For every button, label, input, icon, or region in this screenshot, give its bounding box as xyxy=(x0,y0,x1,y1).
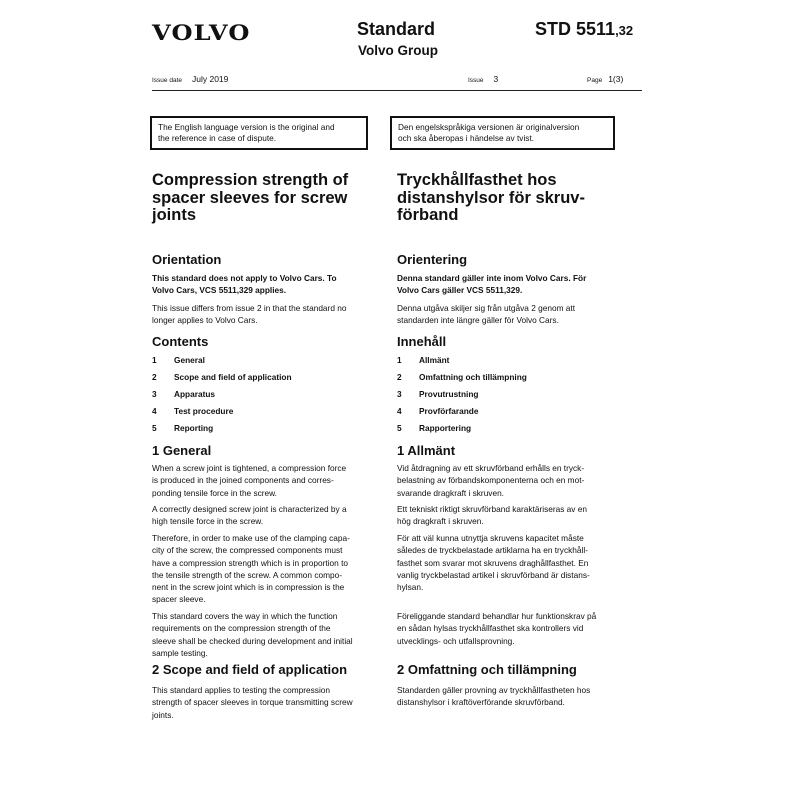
page-label: Page xyxy=(587,77,603,84)
document-type: Standard xyxy=(357,19,436,39)
contents-item[interactable] xyxy=(397,355,449,365)
issue-date xyxy=(152,74,228,84)
item-number: 5 xyxy=(152,423,157,433)
scope-paragraph-en: This standard applies to testing the compression strength of spacer sleeves in torque transmitting screw joints. xyxy=(152,685,353,720)
scope-heading-en: 2 Scope and field of application xyxy=(152,662,348,677)
item-number: 4 xyxy=(397,406,402,416)
standard-number-suffix: ,32 xyxy=(615,23,634,38)
general-paragraph-sv: För att väl kunna utnyttja skruvens kapacitet måste således de tryckbelastade artiklarna ha en tryckhåll- fasthet som svarar mot skruvens draghållfasthet. En vanlig tryckbelastad artikel i skruvförband är distans- hylsan. xyxy=(397,533,590,593)
organization: Volvo Group xyxy=(358,43,438,58)
contents-item[interactable] xyxy=(152,423,213,433)
general-paragraph-en: This standard covers the way in which the function requirements on the compression strength of the sleeve shall be checked during development and initial sample testing. xyxy=(152,611,353,658)
contents-item[interactable] xyxy=(397,372,527,382)
contents-item[interactable] xyxy=(397,406,478,416)
general-paragraph-sv: Föreliggande standard behandlar hur funktionskrav på en sådan hylsas tryckhållfasthet ska kontrollers vid utvecklings- och utfallsprovning. xyxy=(397,611,597,646)
page-value: 1(3) xyxy=(608,74,624,84)
orientation-bold-sv: Denna standard gäller inte inom Volvo Cars. För Volvo Cars gäller VCS 5511,329. xyxy=(397,273,587,296)
title-sv: Tryckhållfasthet hos distanshylsor för skruv- förband xyxy=(397,171,585,224)
contents-item[interactable] xyxy=(152,406,233,416)
contents-item[interactable] xyxy=(152,389,215,399)
contents-item[interactable] xyxy=(152,372,292,382)
item-label: Rapportering xyxy=(419,423,472,433)
item-label: Test procedure xyxy=(174,406,234,416)
issue-value: 3 xyxy=(493,74,499,84)
item-number: 1 xyxy=(397,355,402,365)
language-notice-en: The English language version is the original and the reference in case of dispute. xyxy=(150,116,368,150)
item-number: 3 xyxy=(397,389,402,399)
item-number: 2 xyxy=(152,372,157,382)
scope-paragraph-sv: Standarden gäller provning av tryckhållfastheten hos distanshylsor i kraftöverförande skruvförband. xyxy=(397,685,591,708)
item-label: Scope and field of application xyxy=(174,372,292,382)
header-divider xyxy=(152,90,642,91)
item-label: Omfattning och tillämpning xyxy=(419,372,527,382)
item-label: Provförfarande xyxy=(419,406,479,416)
item-number: 1 xyxy=(152,355,157,365)
issue-label: Issue xyxy=(468,77,484,84)
general-heading-sv: 1 Allmänt xyxy=(397,443,456,458)
orientation-bold-en: This standard does not apply to Volvo Cars. To Volvo Cars, VCS 5511,329 applies. xyxy=(152,273,337,296)
item-number: 2 xyxy=(397,372,402,382)
item-label: Provutrustning xyxy=(419,389,479,399)
issue-date-value: July 2019 xyxy=(192,74,229,84)
title-en: Compression strength of spacer sleeves for screw joints xyxy=(152,171,349,224)
item-number: 5 xyxy=(397,423,402,433)
item-number: 3 xyxy=(152,389,157,399)
volvo-logo: VOLVO xyxy=(152,20,251,45)
general-paragraph-en: A correctly designed screw joint is characterized by a high tensile force in the screw. xyxy=(152,504,347,527)
general-paragraph-sv: Vid åtdragning av ett skruvförband erhålls en tryck- belastning av förbandskomponenterna och en mot- svarande dragkraft i skruven. xyxy=(397,463,585,498)
contents-item[interactable] xyxy=(397,423,471,433)
item-number: 4 xyxy=(152,406,157,416)
issue xyxy=(468,74,498,84)
issue-date-label: Issue date xyxy=(152,77,182,84)
general-paragraph-en: When a screw joint is tightened, a compression force is produced in the joined components and corres- ponding tensile force in the screw. xyxy=(152,463,347,498)
contents-item[interactable] xyxy=(397,389,478,399)
contents-heading-sv: Innehåll xyxy=(397,334,447,349)
item-label: Apparatus xyxy=(174,389,216,399)
contents-heading-en: Contents xyxy=(152,334,209,349)
orientation-text-en: This issue differs from issue 2 in that the standard no longer applies to Volvo Cars. xyxy=(152,303,347,326)
orientation-heading-sv: Orientering xyxy=(397,252,468,267)
standard-number xyxy=(535,19,633,40)
general-paragraph-en: Therefore, in order to make use of the clamping capa- city of the screw, the compressed components must have a compression strength which is in proportion to the tensile strength of the screw. A common compo- nent in the screw joint which is in compression is the spacer sleeve. xyxy=(152,533,350,605)
orientation-text-sv: Denna utgåva skiljer sig från utgåva 2 genom att standarden inte längre gäller för Volvo Cars. xyxy=(397,303,576,326)
item-label: General xyxy=(174,355,205,365)
item-label: Reporting xyxy=(174,423,214,433)
page-number xyxy=(587,74,623,84)
language-notice-sv: Den engelskspråkiga versionen är originalversion och ska åberopas i händelse av tvist. xyxy=(390,116,615,150)
scope-heading-sv: 2 Omfattning och tillämpning xyxy=(397,662,577,677)
general-paragraph-sv: Ett tekniskt riktigt skruvförband karaktäriseras av en hög dragkraft i skruven. xyxy=(397,504,587,527)
standard-number-main: STD 5511 xyxy=(535,19,616,39)
item-label: Allmänt xyxy=(419,355,450,365)
orientation-heading-en: Orientation xyxy=(152,252,222,267)
contents-item[interactable] xyxy=(152,355,205,365)
general-heading-en: 1 General xyxy=(152,443,212,458)
